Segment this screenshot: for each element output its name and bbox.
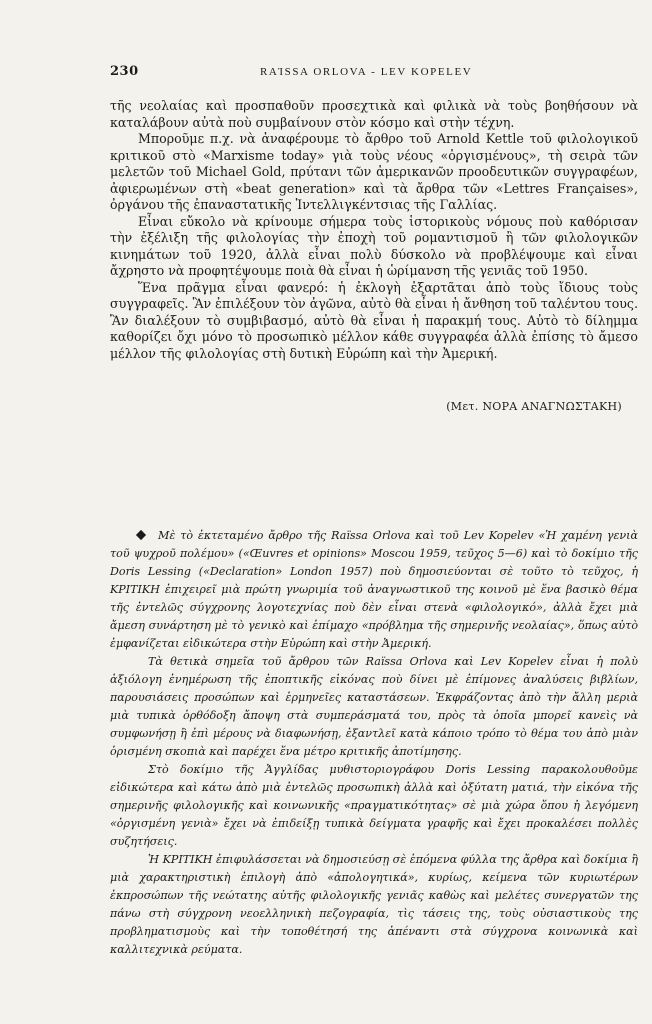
translator-credit: (Μετ. ΝΟΡΑ ΑΝΑΓΝΩΣΤΑΚΗ)	[446, 400, 622, 413]
page-header	[110, 64, 580, 84]
body-paragraph: Μποροῦμε π.χ. νὰ ἀναφέρουμε τὸ ἄρθρο τοῦ Arnold Kettle τοῦ φιλολογικοῦ κριτικοῦ στὸ «Marxisme today» γιὰ τοὺς νέους «ὀργισμένους», τὴ σειρὰ τῶν μελετῶν τοῦ Michael Gold, πρύτανι τῶν ἀμερικανῶν προοδευτικῶν συγγραφέων, ἀφιερωμένων στὴ «beat generation» καὶ τὰ ἄρθρα τῶν «Lettres Françaises», ὀργάνου τῆς ἐπαναστατικῆς Ἰντελλιγκέντσιας τῆς Γαλλίας.	[110, 131, 638, 212]
page-number: 230	[110, 64, 139, 79]
editorial-note	[110, 527, 638, 959]
diamond-bullet-icon	[136, 530, 146, 540]
body-paragraph: Ἕνα πρᾶγμα εἶναι φανερό: ἡ ἐκλογὴ ἐξαρτᾶται ἀπὸ τοὺς ἴδιους τοὺς συγγραφεῖς. Ἂν ἐπιλέξουν τὸν ἀγῶνα, αὐτὸ θὰ εἶναι ἡ ἄνθηση τοῦ ταλέντου τους. Ἂν διαλέξουν τὸ συμβιβασμό, αὐτὸ θὰ εἶναι ἡ παρακμή τους. Αὐτὸ τὸ δίλημμα καθορίζει ὄχι μόνο τὸ προσωπικὸ μέλλον κάθε συγγραφέα ἀλλὰ ἐπίσης τὸ ἄμεσο μέλλον τῆς φιλολογίας στὴ δυτικὴ Εὐρώπη καὶ τὴν Ἀμερική.	[110, 279, 638, 361]
body-paragraph: Εἶναι εὔκολο νὰ κρίνουμε σήμερα τοὺς ἱστορικοὺς νόμους ποὺ καθόρισαν τὴν ἐξέλιξη τῆς φιλολογίας τὴν ἐποχὴ τοῦ ρομαντισμοῦ ἢ τῶν φιλολογικῶν κινημάτων τοῦ 1920, ἀλλὰ εἶναι πολὺ δύσκολο νὰ προβλέψουμε καὶ εἶναι ἄχρηστο νὰ προφητέψουμε ποιὰ θὰ εἶναι ἡ ὡρίμανση τῆς γενιᾶς τοῦ 1950.	[110, 213, 638, 278]
note-paragraph	[110, 527, 638, 653]
note-paragraph: Τὰ θετικὰ σημεῖα τοῦ ἄρθρου τῶν Raïssa Orlova καὶ Lev Kopelev εἶναι ἡ πολὺ ἀξιόλογη ἐνημέρωση τῆς ἐποπτικῆς εἰκόνας ποὺ δίνει μὲ ἐπίμονες ἀναλύσεις βιβλίων, παρουσιάσεις προσώπων καὶ ἑρμηνεῖες καταστάσεων. Ἐκφράζοντας ἀπὸ τὴν ἄλλη μεριὰ μιὰ τυπικὰ ὀρθόδοξη ἄποψη στὰ συμπεράσματά του, πρὸς τὰ ὁποῖα μπορεῖ κανεὶς νὰ συμφωνήσῃ ἢ ἐπὶ μέρους νὰ διαφωνήσῃ, ἐξαντλεῖ κατὰ κάποιο τρόπο τὸ θέμα του ἀπὸ μιὰν ὁρισμένη σκοπιὰ καὶ παρέχει ἕνα μέτρο κριτικῆς ἀποτίμησης.	[110, 655, 638, 758]
body-paragraph: τῆς νεολαίας καὶ προσπαθοῦν προσεχτικὰ καὶ φιλικὰ νὰ τοὺς βοηθήσουν νὰ καταλάβουν αὐτὰ ποὺ συμβαίνουν στὸν κόσμο καὶ στὴν τέχνη.	[110, 98, 638, 130]
note-paragraph: Στὸ δοκίμιο τῆς Ἀγγλίδας μυθιστοριογράφου Doris Lessing παρακολουθοῦμε εἰδικώτερα καὶ κάτω ἀπὸ μιὰ ἐντελῶς προσωπικὴ ἀλλὰ καὶ ὀξύτατη ματιά, τὴν εἰκόνα τῆς σημερινῆς φιλολογικῆς καὶ κοινωνικῆς «πραγματικότητας» σὲ μιὰ χώρα ὅπου ἡ λεγόμενη «ὀργισμένη γενιὰ» ἔχει νὰ ἐπιδείξῃ τυπικὰ δείγματα γραφῆς καὶ ἔχει προκαλέσει πολλὲς συζητήσεις.	[110, 763, 638, 848]
note-paragraph: Ἡ ΚΡΙΤΙΚΗ ἐπιφυλάσσεται νὰ δημοσιεύσῃ σὲ ἑπόμενα φύλλα της ἄρθρα καὶ δοκίμια ἢ μιὰ χαρακτηριστικὴ ἐπιλογὴ ἀπὸ «ἀπολογητικά», κυρίως, κείμενα τῶν κυριωτέρων ἐκπροσώπων τῆς νεώτατης αὐτῆς φιλολογικῆς γενιᾶς καθὼς καὶ μελέτες συνεργατῶν της πάνω στὴ σύγχρονη νεοελληνικὴ πεζογραφία, τὶς τάσεις της, τοὺς οὐσιαστικοὺς της προβληματισμοὺς καὶ τὴν τοποθέτησή της ἀπέναντι στὰ σύγχρονα κοινωνικὰ καὶ καλλιτεχνικὰ ρεύματα.	[110, 853, 638, 956]
running-head: RAΊSSA ORLOVA - LEV KOPELEV	[260, 66, 473, 78]
main-text	[110, 98, 638, 362]
note-paragraph-text: Μὲ τὸ ἐκτεταμένο ἄρθρο τῆς Raïssa Orlova καὶ τοῦ Lev Kopelev «Ἡ χαμένη γενιὰ τοῦ ψυχροῦ πολέμου» («Œuvres et opinions» Moscou 1959, τεῦχος 5—6) καὶ τὸ δοκίμιο τῆς Doris Lessing («Declaration» London 1957) ποὺ δημοσιεύονται σὲ τοῦτο τὸ τεῦχος, ἡ ΚΡΙΤΙΚΗ ἐπιχειρεῖ μιὰ πρώτη γνωριμία τοῦ ἀναγνωστικοῦ της κοινοῦ μὲ ἕνα βασικὸ θέμα τῆς ἐντελῶς σύγχρονης λογοτεχνίας ποὺ δὲν εἶναι στενὰ «φιλολογικό», ἀλλὰ ἔχει μιὰ ἄμεση συνάρτηση μὲ τὸ γενικὸ καὶ ἐπίμαχο «πρόβλημα τῆς σημερινῆς νεολαίας», ὅπως αὐτὸ ἐμφανίζεται εἰδικώτερα στὴν Εὐρώπη καὶ στὴν Ἀμερική.	[110, 529, 638, 650]
